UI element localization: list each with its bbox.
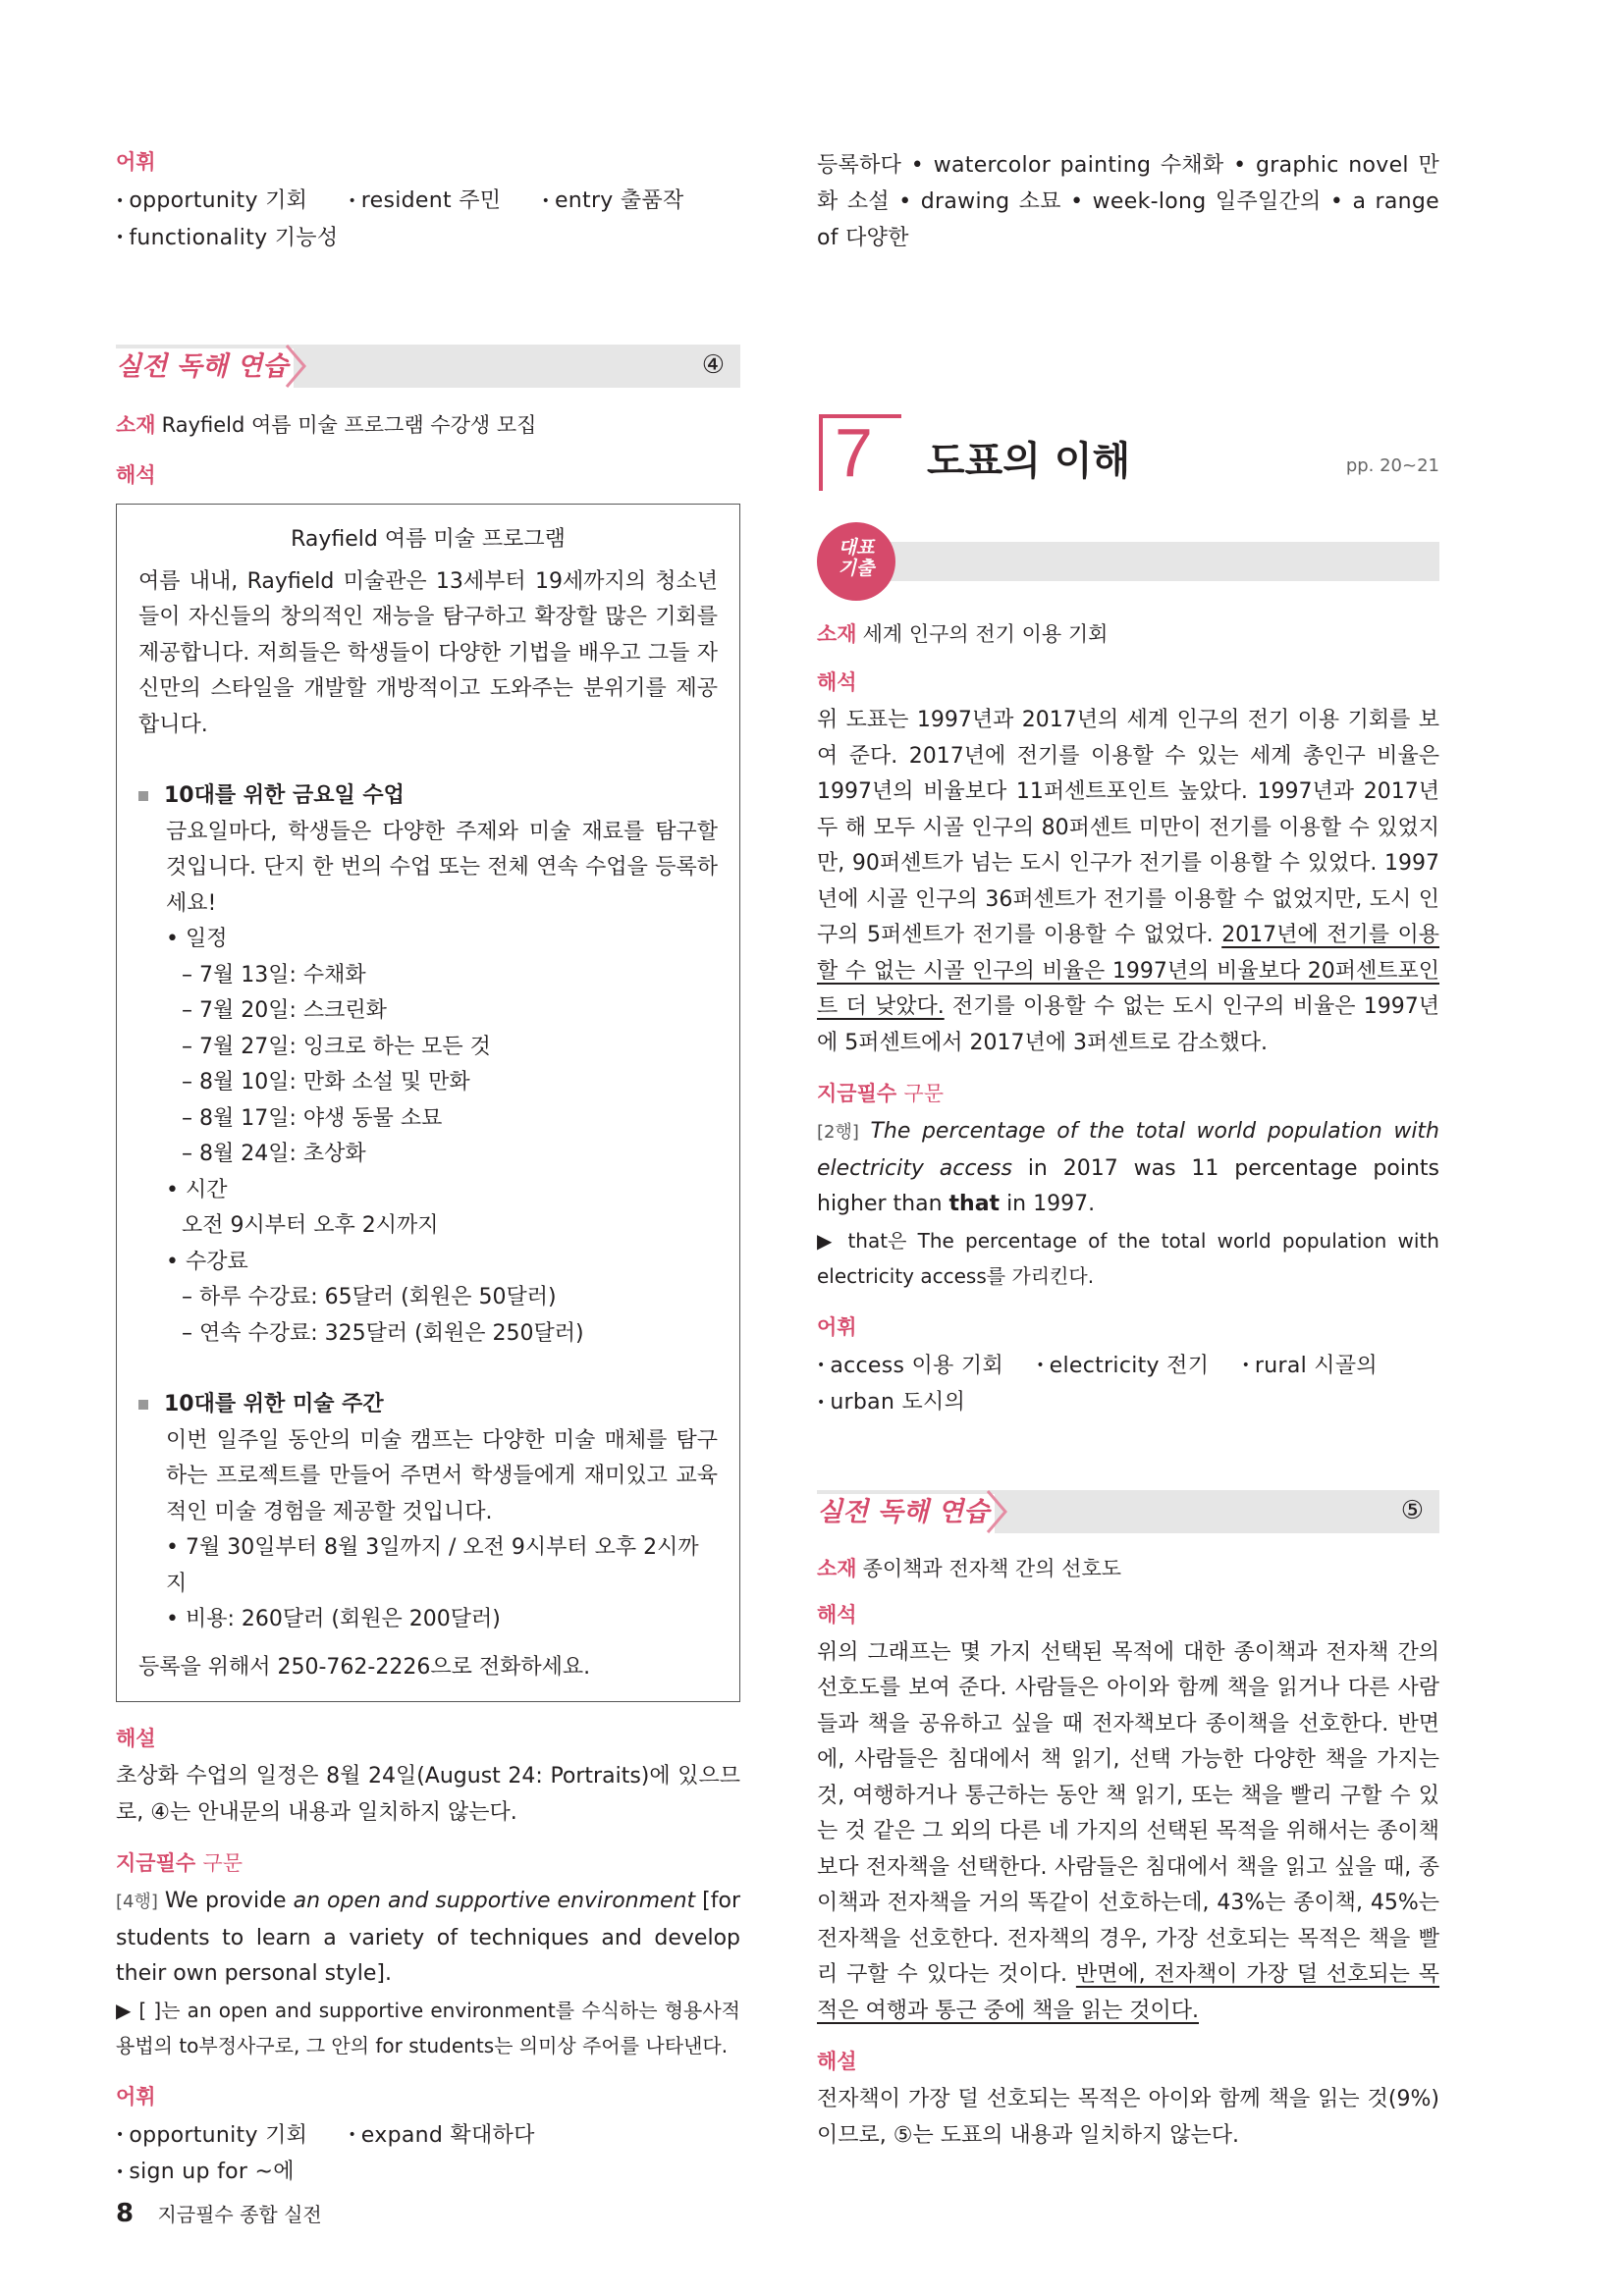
explain-label: 해설 [817,2050,857,2073]
fee-item: – 연속 수강료: 325달러 (회원은 250달러) [182,1320,584,1346]
vocab-label-2: 어휘 [116,2084,156,2109]
topic-label: 소재 [116,413,156,437]
chevron-icon [982,1489,1011,1534]
topic-line [817,618,1439,650]
page-footer [116,2199,322,2228]
schedule-item: – 7월 27일: 잉크로 하는 모든 것 [182,1034,491,1059]
key-note: ▶ that은 The percentage of the total world population with electricity access를 가리킨다. [817,1228,1439,1288]
chapter-title: 도표의 이해 [927,439,1131,484]
section-heading: 10대를 위한 미술 주간 [164,1392,384,1416]
vocab-list [817,1348,1439,1421]
vocab-label: 어휘 [116,150,156,174]
topic-text: 세계 인구의 전기 이용 기회 [862,622,1109,646]
square-bullet-icon [138,791,148,801]
vocab-item: • opportunity 기회 [116,2123,307,2148]
notice-closing: 등록을 위해서 250-762-2226으로 전화하세요. [138,1654,591,1680]
topic-text: Rayfield 여름 미술 프로그램 수강생 모집 [161,413,537,437]
fee-item: – 하루 수강료: 65달러 (회원은 50달러) [182,1285,557,1309]
translation-a: 위 도표는 1997년과 2017년의 세계 인구의 전기 이용 기회를 보여 준다. 2017년에 전기를 이용할 수 있는 세계 총인구 비율은 1997년의 비율보다 11퍼센트포인트 높았다. 1997년과 2017년 두 해 모두 시골 인구의 80퍼센트 미만이 전기를 이용할 수 있었지만, 90퍼센트가 넘는 도시 인구가 전기를 이용할 수 있었다. 1997년에 시골 인구의 36퍼센트가 전기를 이용할 수 없었지만, 도시 인구의 5퍼센트가 전기를 이용할 수 없었다. [817,708,1439,947]
badge-text: 대표 기출 [838,537,875,579]
schedule-item: – 7월 13일: 수채화 [182,962,366,988]
question-number: ⑤ [1400,1495,1424,1525]
section-body: 이번 일주일 동안의 미술 캠프는 다양한 미술 매체를 탐구하는 프로젝트를 만들어 주면서 학생들에게 재미있고 교육적인 미술 경험을 제공할 것입니다. [166,1427,718,1524]
book-title: 지금필수 종합 실전 [157,2203,322,2226]
translation-text [817,1635,1439,2030]
translation-label: 해석 [817,670,857,694]
section-header-4 [116,345,740,388]
key-mid: in 2017 was 11 percentage points higher than [817,1155,1439,1216]
explain-label: 해설 [116,1727,156,1750]
vocab-item: • rural 시골의 [1242,1354,1378,1378]
section-header-5 [817,1490,1439,1533]
schedule-item: – 8월 10일: 만화 소설 및 만화 [182,1070,470,1095]
topic-label: 소재 [817,1556,857,1580]
explain-text: 전자책이 가장 덜 선호되는 목적은 아이와 함께 책을 읽는 것(9%)이므로, ⑤는 도표의 내용과 일치하지 않는다. [817,2087,1439,2148]
translation-b: 전기를 이용할 수 없는 도시 인구의 비율은 1997년에 5퍼센트에서 2017년에 3퍼센트로 감소했다. [817,994,1439,1055]
chapter-header [817,412,1439,491]
schedule-item: – 8월 24일: 초상화 [182,1142,366,1166]
vocab-item: • expand 확대하다 [348,2123,534,2148]
vocab-item: • entry 출품작 [542,188,684,213]
badge-bar [817,522,1439,601]
vocab-item: • access 이용 기회 [817,1354,1003,1378]
camp-item: • 비용: 260달러 (회원은 200달러) [166,1607,501,1631]
key-note: ▶ [ ]는 an open and supportive environment를 수식하는 형용사적 용법의 to부정사구로, 그 안의 for students는 의미상 주어를 나타낸다. [116,1998,740,2057]
topic-line [116,409,740,441]
key-bracket: [for students to learn a variety of techniques and develop their own personal style]. [116,1889,740,1986]
vocab-list [116,183,740,256]
chapter-number: 7 [835,414,873,491]
notice-section-1 [138,778,718,1352]
schedule-item: – 8월 17일: 야생 동물 소묘 [182,1105,443,1131]
right-column [817,147,1439,256]
vocab-item: • sign up for ~에 [116,2160,295,2184]
key-structure-label [817,1079,1439,1108]
line-tag: [2행] [817,1122,859,1143]
topic-label: 소재 [817,622,857,646]
vocab-list-2 [116,2117,740,2191]
translation-a: 위의 그래프는 몇 가지 선택된 목적에 대한 종이책과 전자책 간의 선호도를 보여 준다. 사람들은 아이와 함께 책을 읽거나 다른 사람들과 책을 공유하고 싶을 때 전자책보다 종이책을 선호한다. 반면에, 사람들은 침대에서 책 읽기, 선택 가능한 다양한 책을 가지는 것, 여행하거나 통근하는 동안 책 읽기, 또는 책을 빨리 구할 수 있는 것 같은 그 외의 다른 네 가지의 선택된 목적을 위해서는 종이책보다 전자책을 선택한다. 사람들은 침대에서 책을 읽고 싶을 때, 종이책과 전자책을 거의 똑같이 선호하는데, 43%는 종이책, 45%는 전자책을 선호한다. 전자책의 경우, 가장 선호되는 목적은 책을 빨리 구할 수 있다는 것이다. [817,1639,1439,1987]
key-label-b: 구문 [202,1851,244,1875]
vocab-block-top [116,147,740,256]
key-end: in 1997. [1000,1192,1096,1216]
schedule-item: – 7월 20일: 스크린화 [182,998,387,1023]
key-italic: an open and supportive environment [293,1889,696,1913]
key-label-a: 지금필수 [116,1851,196,1875]
time-label: • 시간 [166,1177,228,1202]
notice-section-2 [138,1387,718,1638]
notice-intro: 여름 내내, Rayfield 미술관은 13세부터 19세까지의 청소년들이 자신들의 창의적인 재능을 탐구하고 확장할 많은 기회를 제공합니다. 저희들은 학생들이 다양한 기법을 배우고 그들 자신만의 스타일을 개발할 개방적이고 도와주는 분위기를 제공합니다. [138,568,718,737]
translation-label: 해석 [116,463,156,487]
key-italic: The percentage of the total world population with electricity access [817,1119,1440,1181]
badge-circle [817,522,895,601]
translation-underlined: 반면에, 전자책이 가장 덜 선호되는 목적은 여행과 통근 중에 책을 읽는 것이다. [817,1962,1439,2023]
notice-box [116,504,740,1702]
square-bullet-icon [138,1400,148,1410]
time-value: 오전 9시부터 오후 2시까지 [182,1213,439,1238]
chapter-pages: pp. 20~21 [1345,455,1439,476]
vocab-item: • electricity 전기 [1036,1354,1209,1378]
fee-label: • 수강료 [166,1249,248,1274]
schedule-label: • 일정 [166,927,228,951]
notice-title: Rayfield 여름 미술 프로그램 [291,527,566,552]
key-bold: that [948,1192,1001,1216]
topic-line [817,1553,1439,1584]
vocab-item: • urban 도시의 [817,1390,965,1415]
key-pre: We provide [164,1889,294,1913]
section-title: 실전 독해 연습 [817,1494,995,1533]
badge-bar-fill [856,542,1439,581]
vocab-label: 어휘 [817,1314,857,1339]
vocab-item: • functionality 기능성 [116,226,338,250]
right-column-body [817,618,1439,2154]
section-title: 실전 독해 연습 [116,348,294,388]
key-sentence [116,1884,740,1993]
section-body: 금요일마다, 학생들은 다양한 주제와 미술 재료를 탐구할 것입니다. 단지 한 번의 수업 또는 전체 연속 수업을 등록하세요! [166,819,718,916]
key-label-b: 구문 [903,1082,945,1105]
vocab-continued: 등록하다 • watercolor painting 수채화 • graphic novel 만화 소설 • drawing 소묘 • week-long 일주일간의 • a range of 다양한 [817,153,1439,250]
translation-underlined: 2017년에 전기를 이용할 수 없는 시골 인구의 비율은 1997년의 비율보다 20퍼센트포인트 더 낮았다. [817,923,1439,1019]
left-column [116,147,740,2191]
key-structure-label [116,1848,740,1878]
key-label-a: 지금필수 [817,1082,897,1105]
question-number: ④ [701,350,725,380]
vocab-item: • resident 주민 [348,188,501,213]
vocab-item: • opportunity 기회 [116,188,307,213]
explain-text: 초상화 수업의 일정은 8월 24일(August 24: Portraits)에 있으므로, ④는 안내문의 내용과 일치하지 않는다. [116,1764,740,1825]
page-number: 8 [116,2199,135,2228]
line-tag: [4행] [116,1892,158,1912]
camp-item: • 7월 30일부터 8월 3일까지 / 오전 9시부터 오후 2시까지 [166,1535,699,1596]
key-sentence [817,1114,1439,1223]
translation-text [817,703,1439,1061]
topic-text: 종이책과 전자책 간의 선호도 [862,1556,1122,1580]
translation-label: 해석 [817,1602,857,1627]
section-heading: 10대를 위한 금요일 수업 [164,783,405,808]
chevron-icon [281,344,310,389]
